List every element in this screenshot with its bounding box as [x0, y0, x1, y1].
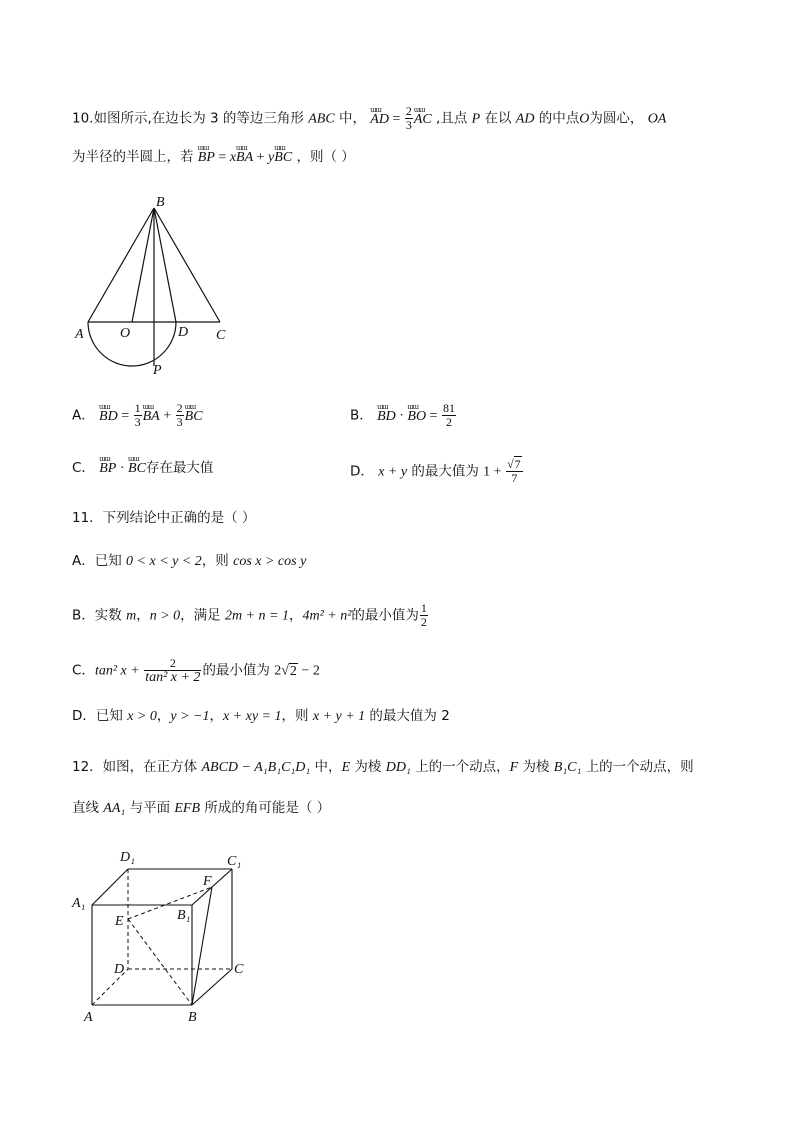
q11-option-a: A．已知 0 < x < y < 2，则 cos x > cos y: [72, 553, 307, 569]
q10-option-d: D． x + y 的最大值为 1 + $\frac{√7}{7}$: [350, 457, 521, 485]
q10-option-a: A． ɯɯ BD = $\frac{1}{3}$ ɯɯ BA + $\frac{2}{3}$ ɯɯ BC: [72, 402, 203, 429]
label-b1: B₁: [177, 908, 191, 923]
label-c1: C₁: [227, 854, 242, 869]
label-a: A: [75, 327, 84, 342]
segment-bo: [132, 208, 154, 322]
q11-stem: 11．下列结论中正确的是（ ）: [72, 510, 256, 526]
q10-option-b: B． ɯɯ BD · ɯɯ BO = $\frac{81}{2}$: [350, 402, 457, 429]
q10-option-c: C． ɯɯ BP · ɯɯ BC存在最大值: [72, 458, 213, 479]
label-d: D: [114, 962, 125, 977]
segment-bc: [154, 208, 220, 322]
edge-bc: [192, 969, 232, 1005]
q12-stem-line1: 12．如图，在正方体 ABCD − A₁B₁C₁D₁ 中，E 为棱 DD₁ 上的一个动点，F 为棱 B₁C₁ 上的一个动点，则: [72, 759, 694, 775]
label-c: C: [234, 962, 244, 977]
label-a1: A₁: [72, 896, 86, 911]
q12-stem-line2: 直线 AA₁ 与平面 EFB 所成的角可能是（ ）: [72, 800, 331, 816]
segment-ab: [88, 208, 154, 322]
label-d1: D₁: [120, 850, 135, 865]
label-a: A: [84, 1010, 93, 1025]
segment-ef-hidden: [128, 887, 212, 919]
segment-bd: [154, 208, 176, 322]
label-b: B: [156, 195, 165, 210]
edge-a1d1: [92, 869, 128, 905]
q11-option-b: B．实数 m，n > 0，满足 2m + n = 1，4m² + n²的最小值为 $\frac{1}{2}$: [72, 601, 427, 629]
label-e: E: [115, 914, 124, 929]
segment-eb-hidden: [128, 919, 192, 1005]
q10-triangle-figure: [70, 190, 240, 380]
label-d: D: [178, 325, 189, 340]
q10-stem-line2: 为半径的半圆上，若 ɯɯ BP = xɯɯ BA + yɯɯ BC ，则（ ）: [72, 147, 355, 168]
label-c: C: [216, 328, 226, 343]
label-f: F: [203, 874, 212, 889]
q11-option-c: C．tan² x + $\frac{2}{\text{tan² x + 2}}$ 的最小值为 2√2 − 2: [72, 656, 320, 685]
label-o: O: [120, 326, 131, 341]
q12-cube-figure: [70, 845, 260, 1030]
label-p: P: [153, 363, 162, 378]
q11-option-d: D．已知 x > 0，y > −1，x + xy = 1，则 x + y + 1 的最大值为 2: [72, 708, 450, 724]
label-b: B: [188, 1010, 197, 1025]
semicircle: [88, 322, 176, 366]
q10-stem-line1: 10.如图所示,在边长为 3 的等边三角形 ABC 中， ɯɯ AD = $\frac{2}{3}$ ɯɯ AC ,且点 P 在以 AD 的中点O为圆心， OA: [72, 105, 666, 132]
segment-fb: [192, 887, 212, 1005]
